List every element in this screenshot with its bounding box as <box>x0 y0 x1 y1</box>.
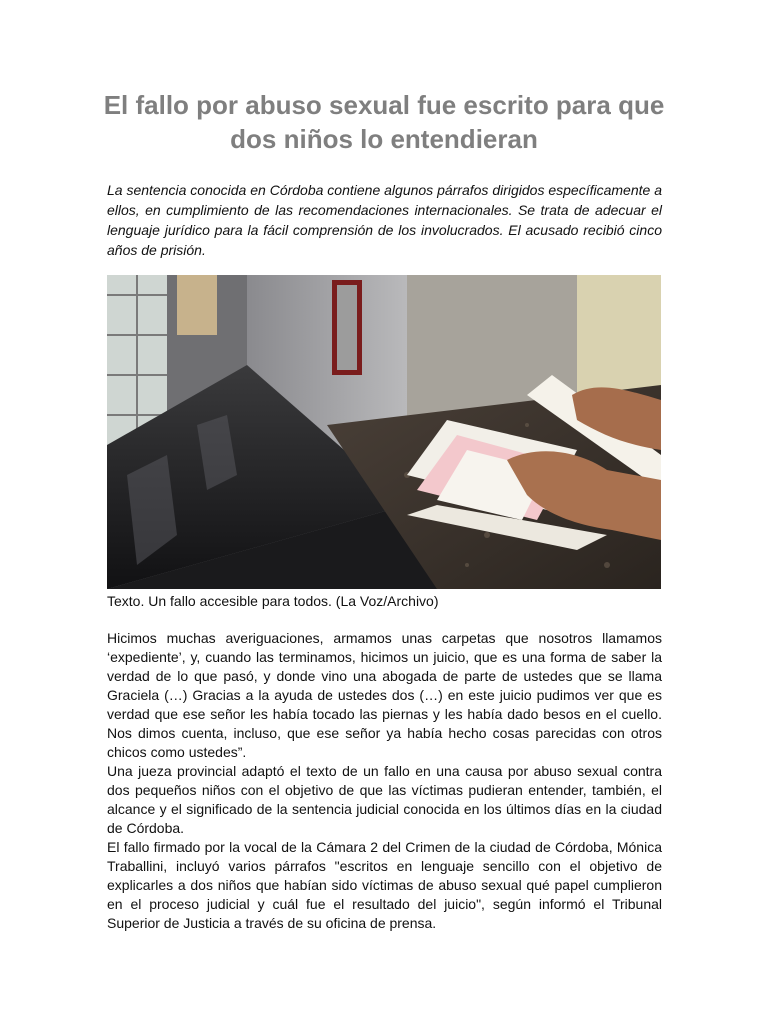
article-title: El fallo por abuso sexual fue escrito para que dos niños lo entendieran <box>103 90 665 154</box>
body-paragraph: Hicimos muchas averiguaciones, armamos unas carpetas que nosotros llamamos ‘expediente’, y, cuando las terminamos, hicimos un juicio, que es una forma de saber la verdad de lo que pasó, y donde vino una abogada de parte de ustedes que se llama Graciela (…) Gracias a la ayuda de ustedes dos (…) en este juicio pudimos ver que es verdad que ese señor les había tocado las piernas y les había dado besos en el cuello. Nos dimos cuenta, incluso, que ese señor ya había hecho cosas parecidas con otros chicos como ustedes”. <box>107 630 662 760</box>
photo-illustration <box>107 275 661 589</box>
article-lead: La sentencia conocida en Córdoba contiene algunos párrafos dirigidos específicamente a ellos, en cumplimiento de las recomendaciones internacionales. Se trata de adecuar el lenguaje jurídico para la fácil comprensión de los involucrados. El acusado recibió cinco años de prisión. <box>107 182 662 258</box>
article-photo <box>107 275 661 589</box>
photo-caption: Texto. Un fallo accesible para todos. (La Voz/Archivo) <box>107 593 439 609</box>
body-paragraph: Una jueza provincial adaptó el texto de un fallo en una causa por abuso sexual contra dos pequeños niños con el objetivo de que las víctimas pudieran entender, también, el alcance y el significado de la sentencia judicial conocida en los últimos días en la ciudad de Córdoba. <box>107 763 662 836</box>
body-paragraph: El fallo firmado por la vocal de la Cámara 2 del Crimen de la ciudad de Córdoba, Mónica Traballini, incluyó varios párrafos "escritos en lenguaje sencillo con el objetivo de explicarles a dos niños que habían sido víctimas de abuso sexual qué papel cumplieron en el proceso judicial y cuál fue el resultado del juicio", según informó el Tribunal Superior de Justicia a través de su oficina de prensa. <box>107 839 662 931</box>
